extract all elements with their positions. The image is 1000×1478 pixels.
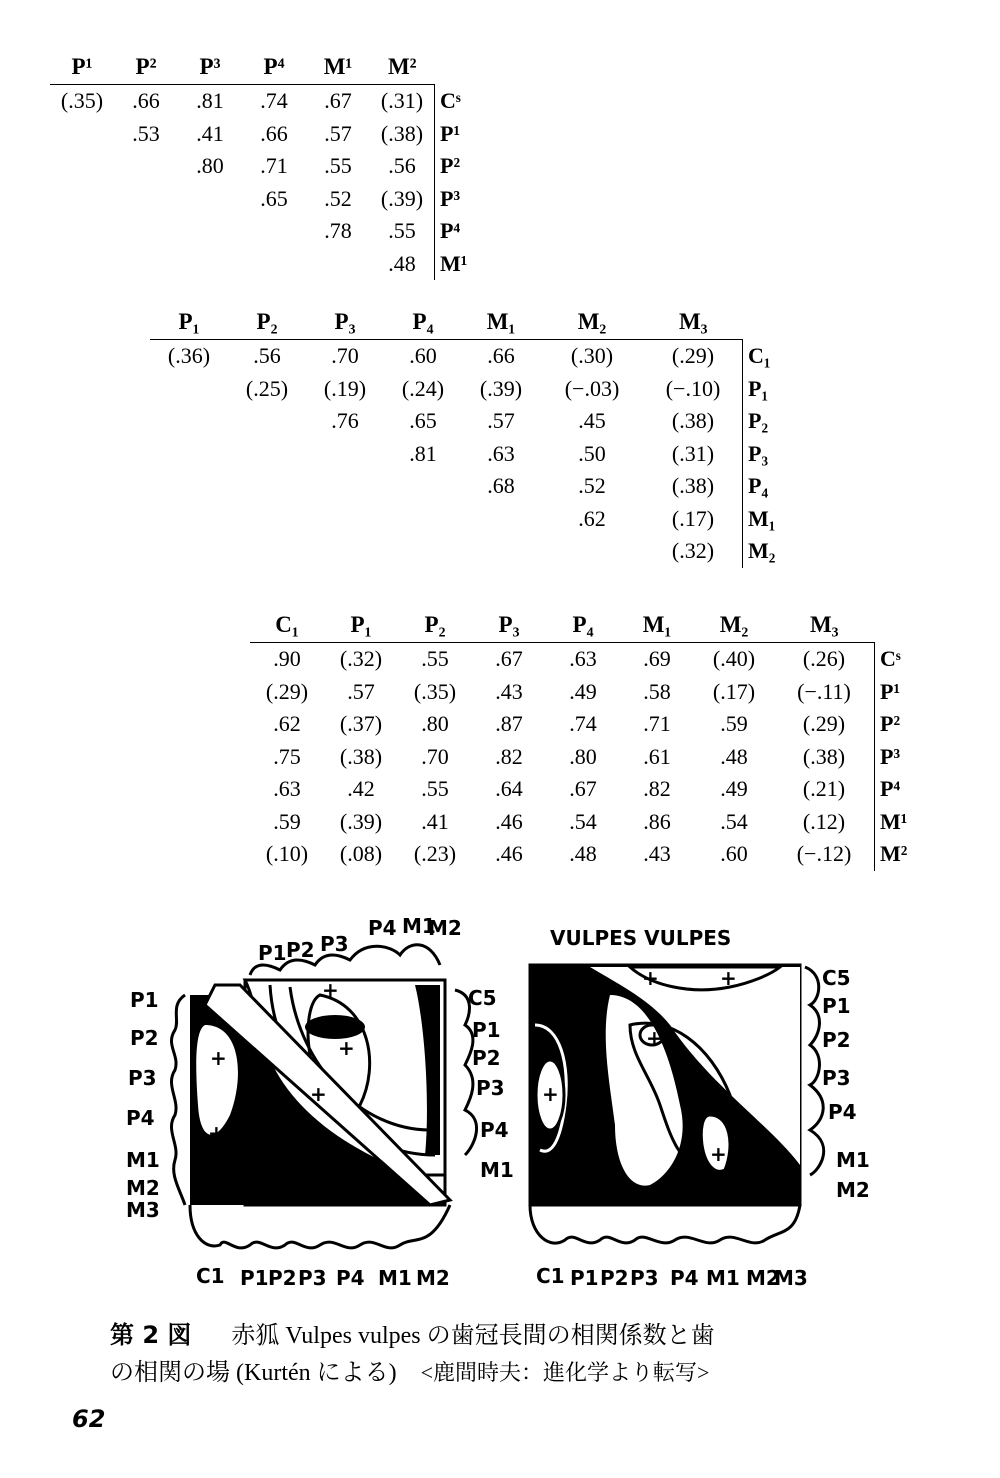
- correlation-cell: .69: [643, 646, 671, 671]
- correlation-cell: .55: [388, 218, 416, 243]
- tooth-label: C5: [822, 966, 851, 990]
- correlation-cell: .70: [421, 743, 449, 769]
- correlation-cell: .55: [421, 646, 449, 671]
- tooth-label: M1: [480, 1158, 514, 1182]
- correlation-cell: .48: [720, 743, 748, 769]
- correlation-cell: (.36): [167, 343, 211, 368]
- row-label: M₂: [743, 535, 793, 568]
- tooth-label: P2: [286, 938, 315, 962]
- table-row: [250, 741, 924, 774]
- tooth-label: M2: [126, 1176, 160, 1200]
- correlation-cell: .59: [720, 711, 748, 736]
- correlation-cell: .64: [495, 776, 523, 801]
- correlation-cell: [50, 248, 114, 281]
- row-label: P₄: [743, 470, 793, 503]
- row-label: P¹: [875, 676, 925, 709]
- column-header: P²: [114, 50, 178, 85]
- row-label: P⁴: [875, 773, 925, 806]
- tooth-label: P1: [130, 988, 159, 1012]
- table-row: [250, 708, 924, 741]
- table-row: [150, 470, 792, 503]
- column-header: P₄: [546, 608, 620, 643]
- tooth-label: P4: [368, 916, 397, 940]
- correlation-cell: (.24): [401, 375, 445, 401]
- correlation-cell: .81: [409, 440, 437, 466]
- tooth-label: C1: [536, 1264, 565, 1288]
- tooth-label: P4: [126, 1106, 155, 1130]
- table-row: [250, 806, 924, 839]
- table-row: [250, 643, 924, 676]
- correlation-cell: [50, 183, 114, 216]
- correlation-cell: (.25): [245, 375, 289, 401]
- row-label: P₁: [743, 373, 793, 406]
- correlation-cell: [178, 183, 242, 216]
- correlation-cell: .90: [273, 646, 301, 671]
- correlation-cell: .48: [569, 841, 597, 866]
- figure-caption-line-1: [110, 1315, 715, 1350]
- column-header: M¹: [306, 50, 370, 85]
- table-header-row: [250, 608, 924, 643]
- correlation-cell: [178, 248, 242, 281]
- correlation-cell: (.29): [265, 678, 309, 704]
- tooth-label: M1: [706, 1266, 740, 1290]
- tooth-label: P2: [600, 1266, 629, 1290]
- correlation-cell: (.08): [339, 841, 383, 866]
- correlation-cell: .56: [388, 153, 416, 178]
- svg-text:+: +: [710, 1142, 727, 1166]
- correlation-cell: .63: [569, 646, 597, 671]
- correlation-cell: .57: [347, 678, 375, 704]
- table-row: [250, 838, 924, 871]
- correlation-cell: .75: [273, 743, 301, 769]
- column-header: P₂: [398, 608, 472, 643]
- correlation-cell: [150, 438, 228, 471]
- table-header-row: [150, 305, 792, 340]
- svg-text:+: +: [322, 978, 339, 1002]
- correlation-cell: .50: [578, 440, 606, 466]
- column-header: P¹: [50, 50, 114, 85]
- correlation-cell: [242, 248, 306, 281]
- tooth-label: P2: [268, 1266, 297, 1290]
- table-row: [150, 503, 792, 536]
- column-header: P₃: [472, 608, 546, 643]
- tooth-label: P3: [128, 1066, 157, 1090]
- correlation-cell: (.19): [323, 375, 367, 401]
- correlation-cell: .62: [273, 711, 301, 736]
- correlation-cell: (.31): [671, 440, 715, 466]
- correlation-cell: .82: [643, 776, 671, 801]
- tooth-label: P1: [240, 1266, 269, 1290]
- correlation-cell: [306, 503, 384, 536]
- correlation-cell: .58: [643, 678, 671, 704]
- correlation-cell: [540, 535, 644, 568]
- correlation-cell: (.37): [339, 711, 383, 736]
- row-label: P³: [875, 741, 925, 774]
- correlation-cell: [228, 503, 306, 536]
- column-header: P₁: [324, 608, 398, 643]
- correlation-cell: .53: [132, 120, 160, 146]
- column-header: M²: [370, 50, 435, 85]
- correlation-cell: [228, 405, 306, 438]
- correlation-cell: .63: [487, 440, 515, 466]
- correlation-cell: (.17): [671, 505, 715, 531]
- correlation-cell: .81: [196, 88, 224, 113]
- correlation-cell: [114, 248, 178, 281]
- correlation-cell: .49: [569, 678, 597, 704]
- tooth-label: C1: [196, 1264, 225, 1288]
- correlation-cell: .65: [409, 408, 437, 433]
- column-header: P₃: [306, 305, 384, 340]
- svg-text:+: +: [642, 966, 659, 990]
- table-row: [150, 340, 792, 373]
- correlation-cell: [462, 535, 540, 568]
- table-row: [150, 438, 792, 471]
- correlation-cell: .66: [132, 88, 160, 113]
- left-correlation-diagram: [126, 914, 514, 1290]
- figure-caption-line-2: [110, 1352, 709, 1387]
- row-label: Cˢ: [875, 643, 925, 676]
- correlation-cell: (.39): [479, 375, 523, 401]
- correlation-cell: .42: [347, 776, 375, 801]
- correlation-cell: .80: [196, 153, 224, 178]
- correlation-cell: [50, 118, 114, 151]
- correlation-cell: (.10): [265, 841, 309, 866]
- correlation-cell: [150, 503, 228, 536]
- correlation-cell: [242, 215, 306, 248]
- tooth-label: P4: [828, 1100, 857, 1124]
- correlation-cell: [150, 470, 228, 503]
- column-header: M₁: [620, 608, 694, 643]
- correlation-cell: [228, 535, 306, 568]
- right-diagram-title: VULPES VULPES: [550, 926, 732, 950]
- correlation-table-lower: [150, 305, 792, 568]
- correlation-cell: .52: [578, 473, 606, 498]
- correlation-cell: (−.03): [564, 375, 620, 401]
- correlation-cell: [150, 535, 228, 568]
- tooth-label: M3: [126, 1198, 160, 1222]
- tooth-label: P1: [472, 1018, 501, 1042]
- correlation-cell: (.38): [380, 120, 424, 146]
- correlation-cell: [228, 470, 306, 503]
- tooth-label: M2: [428, 916, 462, 940]
- correlation-cell: [150, 405, 228, 438]
- tooth-label: M1: [836, 1148, 870, 1172]
- correlation-cell: (.21): [802, 776, 846, 801]
- correlation-cell: .66: [260, 120, 288, 146]
- table-row: [150, 405, 792, 438]
- tooth-label: P3: [630, 1266, 659, 1290]
- correlation-cell: (.30): [570, 343, 614, 368]
- correlation-cell: (.38): [671, 473, 715, 498]
- table-header-row: [50, 50, 484, 85]
- correlation-cell: [114, 215, 178, 248]
- tooth-label: M1: [126, 1148, 160, 1172]
- column-header: P₄: [384, 305, 462, 340]
- svg-text:+: +: [646, 1026, 663, 1050]
- row-label: M¹: [875, 806, 925, 839]
- correlation-cell: (.29): [802, 711, 846, 736]
- correlation-cell: .67: [495, 646, 523, 671]
- column-header: M₁: [462, 305, 540, 340]
- correlation-cell: .71: [260, 153, 288, 178]
- header-spacer: [743, 305, 793, 340]
- correlation-cell: (.29): [671, 343, 715, 368]
- correlation-cell: [50, 150, 114, 183]
- tooth-label: P2: [822, 1028, 851, 1052]
- column-header: P₂: [228, 305, 306, 340]
- header-spacer: [435, 50, 485, 85]
- correlation-cell: .66: [487, 343, 515, 368]
- correlation-cell: .70: [331, 343, 359, 368]
- correlation-cell: [306, 438, 384, 471]
- correlation-cell: (.32): [339, 646, 383, 671]
- tooth-label: P2: [130, 1026, 159, 1050]
- tooth-label: P4: [670, 1266, 699, 1290]
- correlation-cell: .41: [196, 120, 224, 146]
- correlation-cell: .67: [324, 88, 352, 113]
- correlation-cell: [306, 470, 384, 503]
- column-header: P³: [178, 50, 242, 85]
- correlation-cell: (.38): [671, 408, 715, 433]
- correlation-cell: .82: [495, 743, 523, 769]
- table-row: [150, 535, 792, 568]
- correlation-cell: .63: [273, 776, 301, 801]
- correlation-cell: .54: [720, 808, 748, 834]
- table-row: [50, 118, 484, 151]
- row-label: M²: [875, 838, 925, 871]
- tooth-label: P1: [258, 941, 287, 965]
- correlation-cell: .60: [409, 343, 437, 368]
- row-label: P³: [435, 183, 485, 216]
- row-label: P₂: [743, 405, 793, 438]
- table-row: [50, 248, 484, 281]
- column-header: P⁴: [242, 50, 306, 85]
- table-row: [250, 676, 924, 709]
- column-header: M₂: [540, 305, 644, 340]
- correlation-cell: .74: [569, 711, 597, 736]
- tooth-label: M1: [378, 1266, 412, 1290]
- row-label: P⁴: [435, 215, 485, 248]
- correlation-cell: (−.10): [665, 375, 721, 401]
- svg-text:+: +: [310, 1082, 327, 1106]
- correlation-cell: .48: [388, 250, 416, 276]
- correlation-cell: (−.11): [797, 678, 851, 704]
- correlation-cell: [228, 438, 306, 471]
- row-label: P₃: [743, 438, 793, 471]
- tooth-label: M2: [746, 1266, 780, 1290]
- caption-text-line-1: 赤狐 Vulpes vulpes の歯冠長間の相関係数と歯: [231, 1323, 715, 1349]
- tooth-label: P1: [570, 1266, 599, 1290]
- correlation-cell: .52: [324, 185, 352, 211]
- column-header: C₁: [250, 608, 324, 643]
- correlation-cell: [384, 535, 462, 568]
- tooth-label: P3: [298, 1266, 327, 1290]
- tooth-label: P3: [822, 1066, 851, 1090]
- correlation-cell: [306, 535, 384, 568]
- caption-text-line-2: の相関の場 (Kurtén による): [110, 1360, 397, 1386]
- correlation-cell: .87: [495, 711, 523, 736]
- correlation-cell: (.12): [802, 808, 846, 834]
- column-header: P₁: [150, 305, 228, 340]
- correlation-cell: .57: [324, 120, 352, 146]
- row-label: M₁: [743, 503, 793, 536]
- tooth-label: M1: [402, 914, 436, 938]
- correlation-cell: .54: [569, 808, 597, 834]
- correlation-cell: .55: [421, 776, 449, 801]
- page-number: 62: [72, 1405, 106, 1433]
- correlation-cell: .80: [569, 743, 597, 769]
- correlation-cell: (.32): [671, 538, 715, 563]
- correlation-cell: .57: [487, 408, 515, 433]
- correlation-cell: [114, 150, 178, 183]
- correlation-cell: .46: [495, 808, 523, 834]
- column-header: M₃: [644, 305, 743, 340]
- correlation-cell: .67: [569, 776, 597, 801]
- tooth-label: M2: [416, 1266, 450, 1290]
- correlation-cell: [306, 248, 370, 281]
- correlation-cell: .86: [643, 808, 671, 834]
- correlation-cell: (.17): [712, 678, 756, 704]
- correlation-cell: .74: [260, 88, 288, 113]
- row-label: M¹: [435, 248, 485, 281]
- correlation-cell: (.26): [802, 646, 846, 671]
- caption-credit: <鹿間時夫：進化学より転写>: [420, 1360, 710, 1385]
- correlation-cell: .71: [643, 711, 671, 736]
- correlation-cell: (.23): [413, 841, 457, 866]
- row-label: Cˢ: [435, 85, 485, 118]
- correlation-cell: [150, 373, 228, 406]
- table-row: [150, 373, 792, 406]
- correlation-cell: (.35): [413, 678, 457, 704]
- row-label: C₁: [743, 340, 793, 373]
- header-spacer: [875, 608, 925, 643]
- correlation-cell: [178, 215, 242, 248]
- figure-number: 第 2 図: [110, 1321, 192, 1349]
- correlation-cell: (−.12): [796, 841, 852, 866]
- tooth-label: P1: [822, 994, 851, 1018]
- tooth-label: P3: [476, 1076, 505, 1100]
- row-label: P¹: [435, 118, 485, 151]
- correlation-cell: .61: [643, 743, 671, 769]
- svg-text:+: +: [208, 1121, 225, 1145]
- tooth-label: P4: [480, 1118, 509, 1142]
- correlation-cell: .80: [421, 711, 449, 736]
- correlation-cell: .59: [273, 808, 301, 834]
- correlation-cell: (.40): [712, 646, 756, 671]
- correlation-cell: (.31): [380, 88, 424, 113]
- tooth-label: M2: [836, 1178, 870, 1202]
- correlation-cell: .45: [578, 408, 606, 433]
- column-header: M₃: [774, 608, 875, 643]
- row-label: P²: [435, 150, 485, 183]
- correlation-cell: .65: [260, 185, 288, 211]
- svg-text:+: +: [720, 966, 737, 990]
- correlation-cell: [384, 503, 462, 536]
- correlation-cell: .78: [324, 218, 352, 243]
- column-header: M₂: [694, 608, 774, 643]
- correlation-cell: (.38): [802, 743, 846, 769]
- correlation-cell: (.35): [60, 88, 104, 113]
- correlation-cell: .60: [720, 841, 748, 866]
- correlation-cell: .55: [324, 153, 352, 178]
- table-row: [50, 215, 484, 248]
- correlation-cell: .56: [253, 343, 281, 368]
- correlation-cell: .62: [578, 505, 606, 531]
- tooth-label: M3: [774, 1266, 808, 1290]
- correlation-cell: .46: [495, 841, 523, 866]
- correlation-cell: [462, 503, 540, 536]
- table-row: [50, 85, 484, 118]
- correlation-field-figure: [110, 905, 890, 1305]
- correlation-cell: [384, 470, 462, 503]
- right-correlation-diagram: [530, 926, 870, 1290]
- tooth-label: P3: [320, 932, 349, 956]
- correlation-cell: [50, 215, 114, 248]
- table-row: [250, 773, 924, 806]
- correlation-table-cross: [250, 608, 924, 871]
- row-label: P²: [875, 708, 925, 741]
- correlation-cell: .76: [331, 408, 359, 433]
- tooth-label: C5: [468, 986, 497, 1010]
- correlation-cell: .68: [487, 473, 515, 498]
- table-row: [50, 183, 484, 216]
- tooth-label: P2: [472, 1046, 501, 1070]
- correlation-cell: (.39): [339, 808, 383, 834]
- tooth-label: P4: [336, 1266, 365, 1290]
- svg-text:+: +: [210, 1046, 227, 1070]
- table-row: [50, 150, 484, 183]
- correlation-cell: .49: [720, 776, 748, 801]
- correlation-cell: (.38): [339, 743, 383, 769]
- svg-text:+: +: [338, 1036, 355, 1060]
- correlation-cell: [114, 183, 178, 216]
- correlation-cell: (.39): [380, 185, 424, 211]
- correlation-cell: .43: [495, 678, 523, 704]
- correlation-cell: .43: [643, 841, 671, 866]
- correlation-cell: .41: [421, 808, 449, 834]
- svg-text:+: +: [542, 1082, 559, 1106]
- correlation-table-upper: [50, 50, 484, 280]
